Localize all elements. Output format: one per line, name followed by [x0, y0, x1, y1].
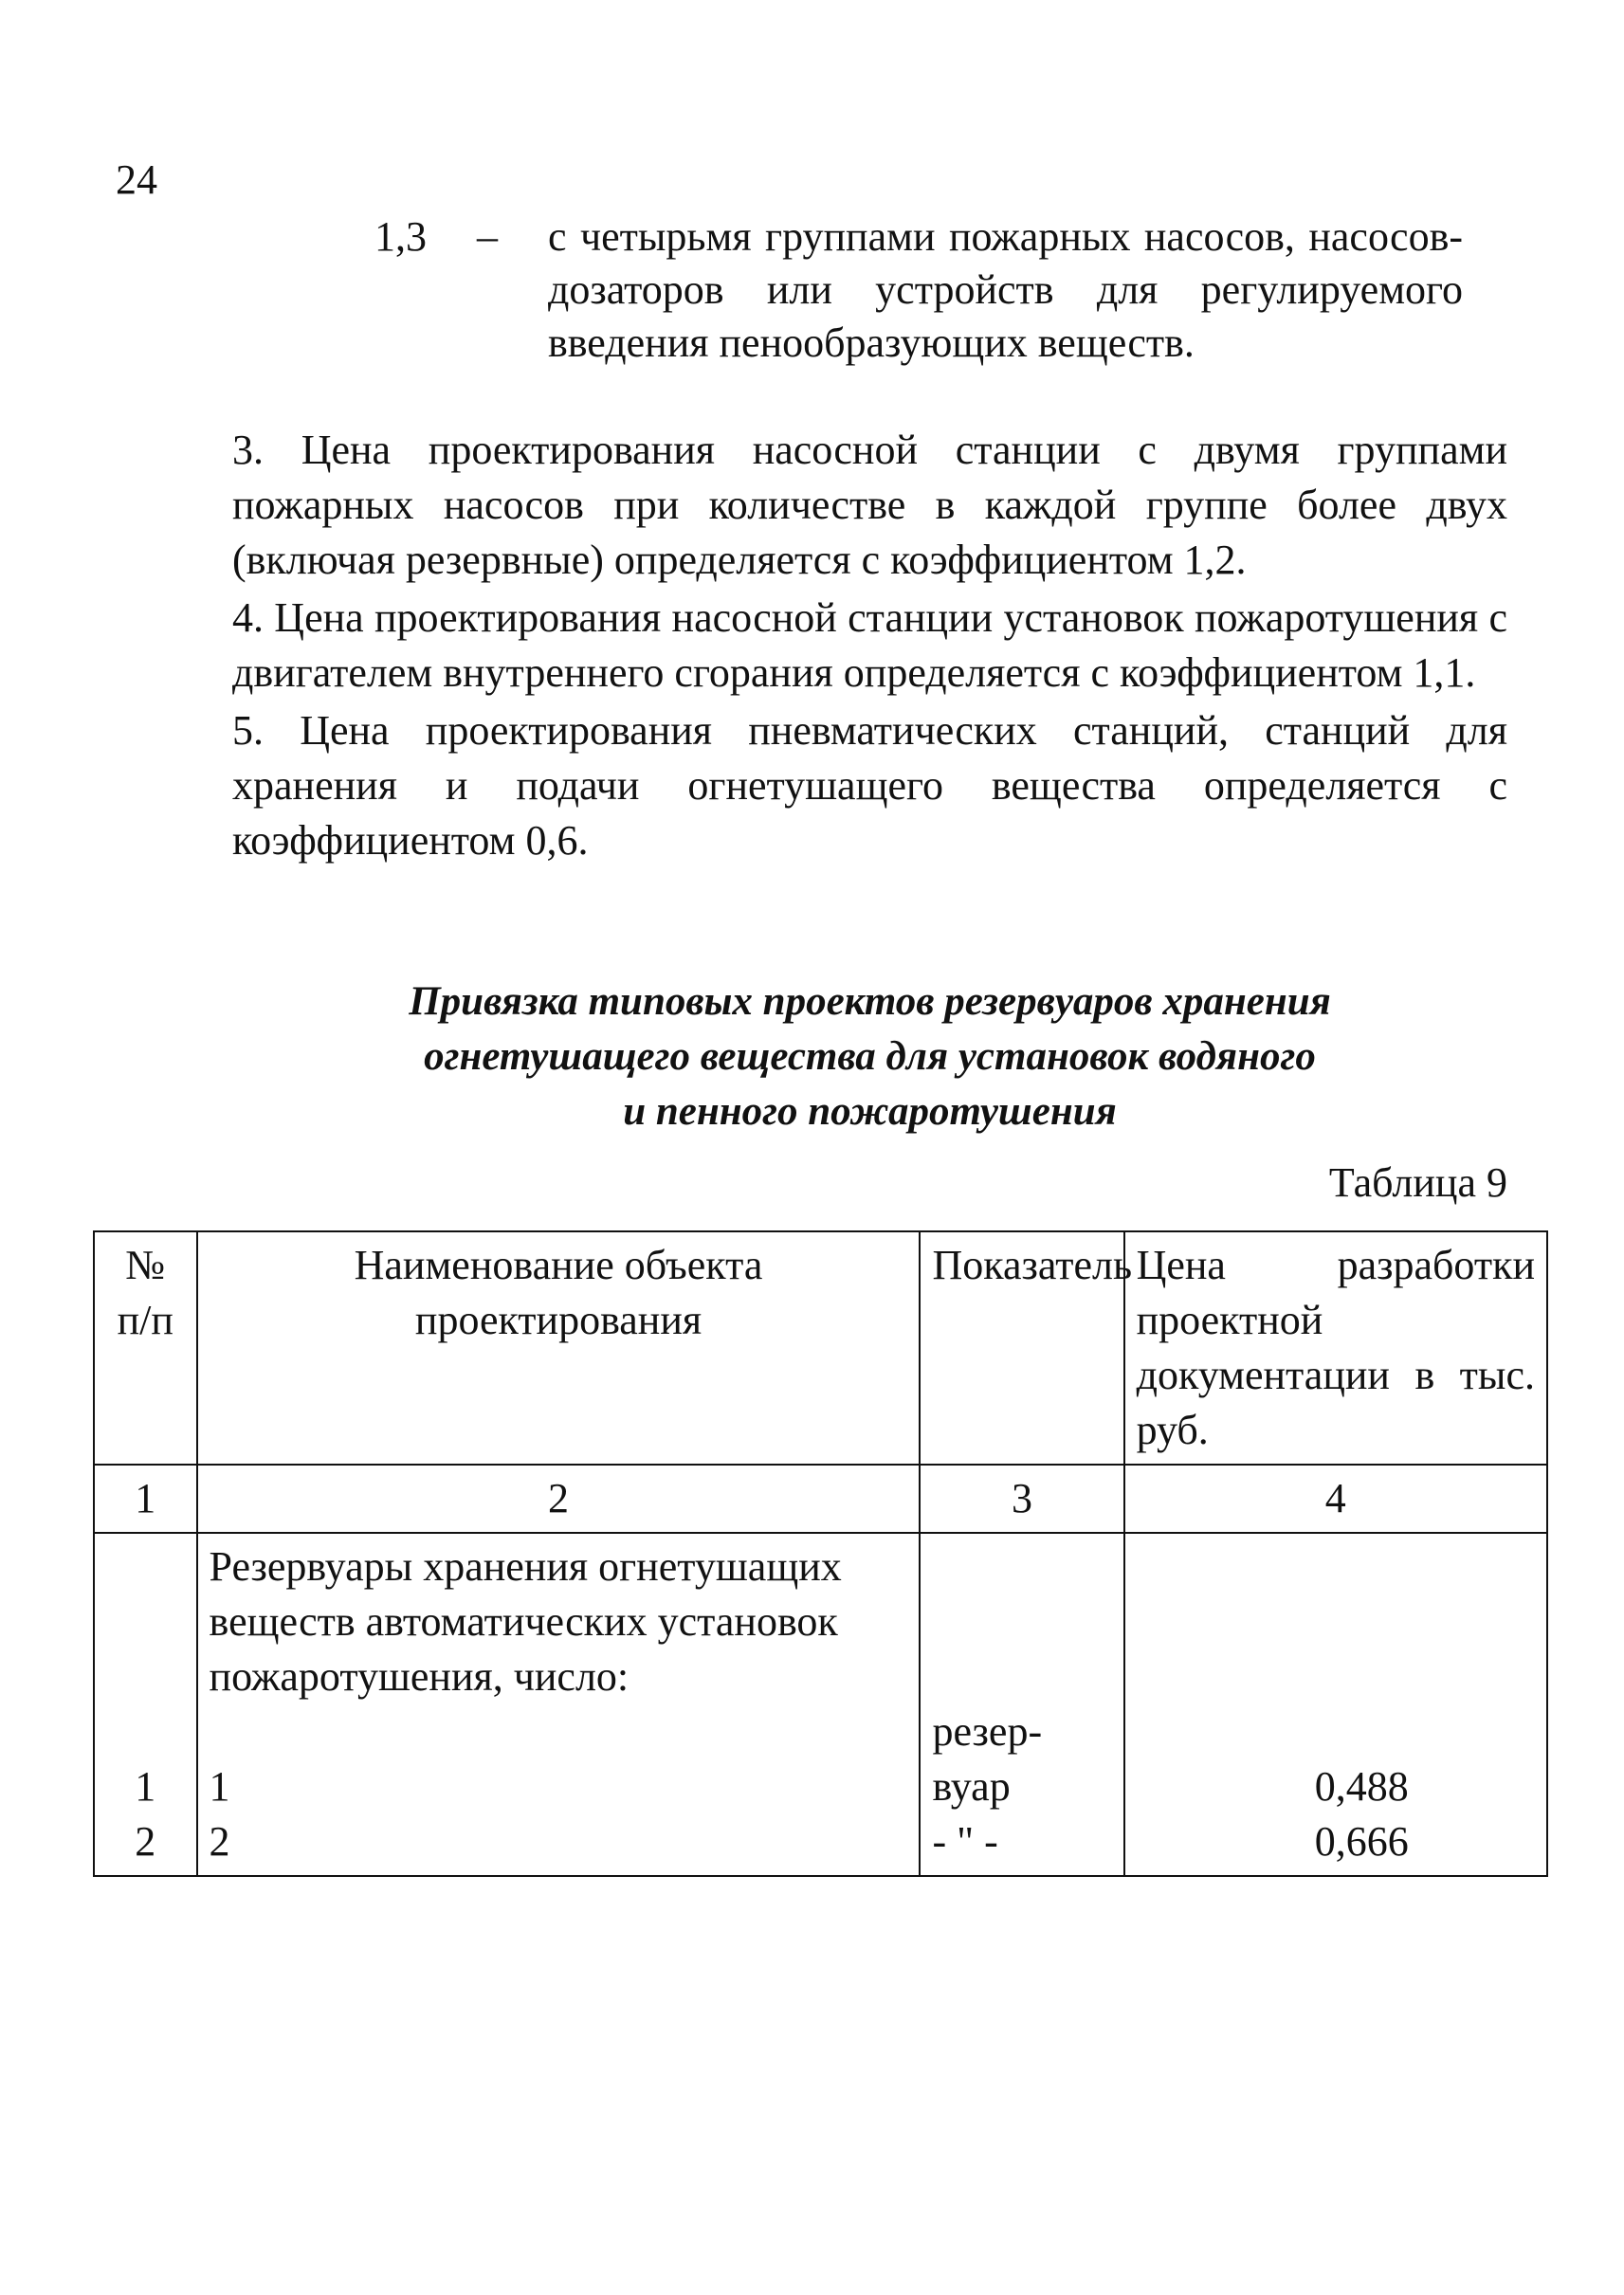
page-number: 24 [116, 156, 157, 203]
indicator-cell [920, 1533, 1123, 1876]
paragraph-5: 5. Цена проектирования пневматических станций, станций для хранения и подачи огнетушащего вещества определяется с коэффициентом 0,6. [232, 707, 1507, 864]
paragraph-3: 3. Цена проектирования насосной станции с двумя группами пожарных насосов при количестве в каждой группе более двух (включая резервные) определяется с коэффициентом 1,2. [232, 427, 1507, 583]
paragraph-4: 4. Цена проектирования насосной станции установок пожаротушения с двигателем внутреннего сгорания определяется с коэффициентом 1,1. [232, 594, 1507, 696]
column-number-4: 4 [1124, 1465, 1547, 1533]
row-2-unit: - " - [932, 1818, 998, 1865]
row-2-name: 2 [209, 1818, 230, 1865]
header-price: Цена разработки проектной документации в тыс. руб. [1124, 1231, 1547, 1465]
coefficient-dash: – [477, 213, 498, 260]
body-paragraphs [232, 423, 1507, 871]
price-cell [1124, 1533, 1547, 1876]
header-indicator: Показатель [920, 1231, 1123, 1465]
table-body-row [94, 1533, 1547, 1876]
row-1-unit-line-2: вуар [932, 1763, 1011, 1810]
coefficient-description: с четырьмя группами пожарных насосов, насосов-дозаторов или устройств для регулируемого введения пенообразующих веществ. [548, 213, 1463, 366]
table-caption: Таблица 9 [1328, 1159, 1507, 1206]
row-1-price: 0,488 [1314, 1763, 1409, 1810]
section-title-line-2: огнетушащего вещества для установок водяного [424, 1034, 1316, 1079]
coefficient-value: 1,3 [374, 213, 427, 260]
column-number-3: 3 [920, 1465, 1123, 1533]
column-number-row [94, 1465, 1547, 1533]
row-1-number: 1 [135, 1763, 156, 1810]
row-1-name: 1 [209, 1763, 230, 1810]
table-header-row [94, 1231, 1547, 1465]
row-numbers-cell [94, 1533, 197, 1876]
row-2-price: 0,666 [1314, 1818, 1409, 1865]
header-number: № п/п [94, 1231, 197, 1465]
row-1-unit-line-1: резер- [932, 1708, 1043, 1755]
group-label: Резервуары хранения огнетушащих веществ автоматических установок пожаротушения, число: [209, 1543, 842, 1700]
header-object-name: Наименование объекта проектирования [197, 1231, 921, 1465]
section-title-line-1: Привязка типовых проектов резервуаров хранения [409, 979, 1331, 1024]
column-number-1: 1 [94, 1465, 197, 1533]
section-title-line-3: и пенного пожаротушения [623, 1089, 1117, 1134]
object-name-cell [197, 1533, 921, 1876]
row-2-number: 2 [135, 1818, 156, 1865]
section-title [232, 974, 1507, 1139]
column-number-2: 2 [197, 1465, 921, 1533]
price-table [93, 1230, 1548, 1877]
